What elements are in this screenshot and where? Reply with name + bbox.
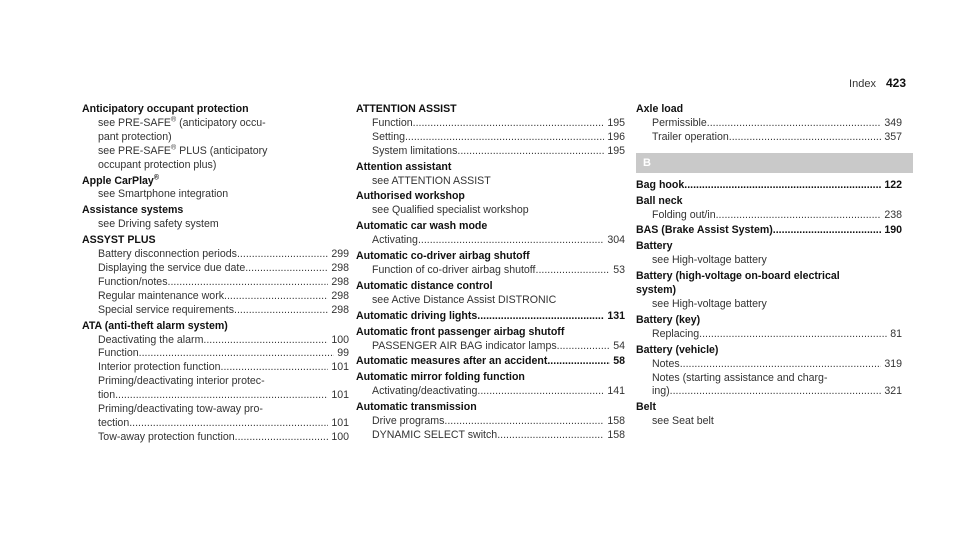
index-subentry[interactable]: Function of co-driver airbag shutoff ..... 53	[356, 264, 625, 278]
index-subentry[interactable]: Function/notes ..... 298	[82, 276, 349, 290]
entry-title: Battery (key)	[636, 313, 701, 326]
index-subentry[interactable]: Activating ..... 304	[356, 234, 625, 248]
index-entry[interactable]: Automatic measures after an accident ..... 58	[356, 355, 625, 369]
index-subentry[interactable]: Folding out/in ..... 238	[636, 209, 902, 223]
entry-measures-after-accident	[356, 355, 625, 369]
index-subentry[interactable]: Permissible ..... 349	[636, 117, 902, 131]
entry-battery	[636, 240, 902, 268]
entry-title-cont: system)	[636, 284, 677, 297]
index-subentry[interactable]: ing) ..... 321	[636, 385, 902, 399]
entry-battery-key	[636, 314, 902, 342]
cross-reference[interactable]: see Driving safety system	[98, 218, 219, 231]
index-subentry[interactable]: Function ..... 195	[356, 117, 625, 131]
entry-title: Automatic car wash mode	[356, 220, 488, 233]
entry-car-wash-mode	[356, 220, 625, 248]
index-label: Index	[849, 78, 876, 90]
index-subentry-wrap: Notes (starting assistance and charg-	[652, 371, 828, 384]
entry-title: ATA (anti-theft alarm system)	[82, 319, 228, 332]
entry-attention-assist	[356, 103, 625, 159]
index-subentry[interactable]: Setting ..... 196	[356, 131, 625, 145]
entry-title: Belt	[636, 401, 657, 414]
index-subentry[interactable]: DYNAMIC SELECT switch ..... 158	[356, 429, 625, 443]
cross-reference[interactable]: see Seat belt	[652, 415, 714, 428]
entry-title: Assistance systems	[82, 204, 184, 217]
cross-reference[interactable]: see ATTENTION ASSIST	[372, 174, 491, 187]
entry-title: Battery	[636, 240, 673, 253]
entry-title: Anticipatory occupant protection	[82, 103, 249, 115]
entry-title: Authorised workshop	[356, 190, 465, 203]
index-subentry[interactable]: Drive programs ..... 158	[356, 415, 625, 429]
index-entry[interactable]: BAS (Brake Assist System) ..... 190	[636, 224, 902, 238]
entry-attention-assistant	[356, 161, 625, 189]
cross-reference[interactable]: see PRE-SAFE® (anticipatory occu-	[98, 116, 266, 129]
entry-front-passenger-airbag	[356, 326, 625, 354]
entry-title: Automatic mirror folding function	[356, 371, 525, 384]
cross-reference[interactable]: see Smartphone integration	[98, 188, 229, 201]
cross-reference[interactable]: see Qualified specialist workshop	[372, 204, 529, 217]
entry-title: Battery (vehicle)	[636, 343, 719, 356]
index-subentry[interactable]: System limitations ..... 195	[356, 145, 625, 159]
index-subentry[interactable]: Deactivating the alarm ..... 100	[82, 334, 349, 348]
page-number: 423	[885, 76, 906, 90]
page-header	[849, 76, 906, 90]
index-entry[interactable]: Bag hook ..... 122	[636, 179, 902, 193]
entry-axle-load	[636, 103, 902, 145]
index-subentry[interactable]: tion ..... 101	[82, 389, 349, 403]
index-column-2	[356, 103, 625, 445]
index-column-1	[82, 103, 349, 447]
entry-title: Automatic co-driver airbag shutoff	[356, 250, 530, 263]
entry-authorised-workshop	[356, 190, 625, 218]
index-subentry[interactable]: Interior protection function ..... 101	[82, 361, 349, 375]
index-subentry[interactable]: Tow-away protection function ..... 100	[82, 431, 349, 445]
cross-reference[interactable]: see High-voltage battery	[652, 297, 767, 310]
index-subentry[interactable]: Function ..... 99	[82, 347, 349, 361]
entry-title: Axle load	[636, 103, 684, 115]
index-subentry-wrap: Priming/deactivating tow-away pro-	[98, 403, 263, 416]
section-letter-bar: B	[636, 153, 913, 173]
index-subentry[interactable]: PASSENGER AIR BAG indicator lamps ..... 54	[356, 340, 625, 354]
cross-reference[interactable]: see PRE-SAFE® PLUS (anticipatory	[98, 144, 268, 157]
entry-codriver-airbag	[356, 250, 625, 278]
entry-title: Automatic transmission	[356, 401, 477, 414]
cross-reference[interactable]: see Active Distance Assist DISTRONIC	[372, 293, 557, 306]
entry-battery-hv	[636, 270, 902, 312]
index-subentry[interactable]: Activating/deactivating ..... 141	[356, 385, 625, 399]
index-entry[interactable]: Automatic driving lights ..... 131	[356, 310, 625, 324]
index-subentry[interactable]: Replacing ..... 81	[636, 328, 902, 342]
entry-driving-lights	[356, 310, 625, 324]
entry-title: Automatic distance control	[356, 279, 493, 292]
entry-title: ATTENTION ASSIST	[356, 103, 457, 115]
entry-bag-hook	[636, 179, 902, 193]
entry-bas	[636, 224, 902, 238]
cross-reference[interactable]: see High-voltage battery	[652, 254, 767, 267]
index-subentry[interactable]: Special service requirements ..... 298	[82, 304, 349, 318]
entry-distance-control	[356, 280, 625, 308]
index-subentry[interactable]: Battery disconnection periods ..... 299	[82, 248, 349, 262]
entry-assistance-systems	[82, 204, 349, 232]
entry-battery-vehicle	[636, 344, 902, 400]
entry-ata	[82, 320, 349, 445]
entry-title: Apple CarPlay®	[82, 174, 160, 187]
entry-ball-neck	[636, 195, 902, 223]
entry-title: Attention assistant	[356, 160, 452, 173]
entry-title: Ball neck	[636, 194, 683, 207]
entry-assyst-plus	[82, 234, 349, 317]
entry-anticipatory	[82, 103, 349, 173]
index-subentry[interactable]: tection ..... 101	[82, 417, 349, 431]
entry-mirror-folding	[356, 371, 625, 399]
entry-title: Automatic front passenger airbag shutoff	[356, 325, 565, 338]
entry-belt	[636, 401, 902, 429]
cross-reference-cont: occupant protection plus)	[98, 158, 217, 171]
entry-title: Battery (high-voltage on-board electrical	[636, 270, 840, 283]
index-subentry[interactable]: Trailer operation ..... 357	[636, 131, 902, 145]
index-column-3	[636, 103, 902, 431]
entry-title: ASSYST PLUS	[82, 234, 156, 247]
entry-apple-carplay	[82, 175, 349, 203]
index-subentry[interactable]: Regular maintenance work ..... 298	[82, 290, 349, 304]
index-subentry[interactable]: Notes ..... 319	[636, 358, 902, 372]
entry-automatic-transmission	[356, 401, 625, 443]
cross-reference-cont: pant protection)	[98, 130, 172, 143]
index-subentry[interactable]: Displaying the service due date ..... 298	[82, 262, 349, 276]
index-subentry-wrap: Priming/deactivating interior protec-	[98, 375, 265, 388]
